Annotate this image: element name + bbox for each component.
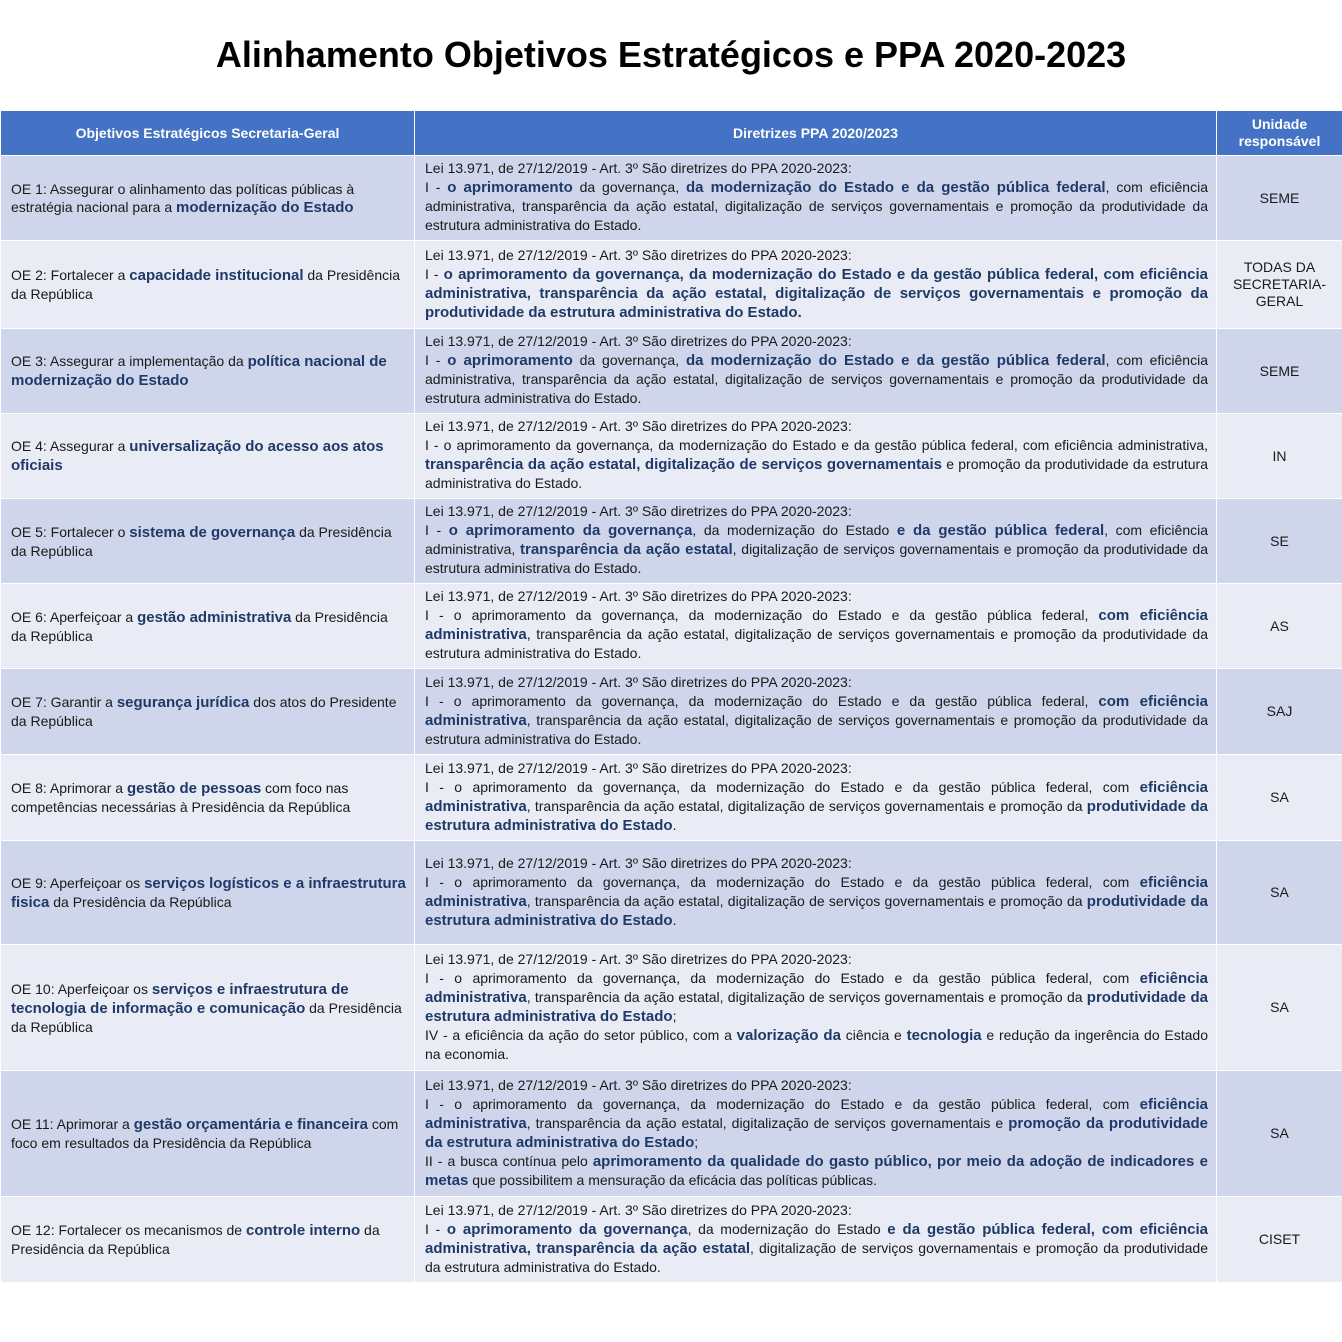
guideline-item — [425, 692, 1208, 749]
text-segment: OE 1: Assegurar o alinhamento das políticas públicas à estratégia nacional para a — [11, 180, 355, 215]
text-segment: II - a busca contínua pelo — [425, 1152, 593, 1169]
law-reference: Lei 13.971, de 27/12/2019 - Art. 3º São diretrizes do PPA 2020-2023: — [425, 759, 852, 776]
table-row — [1, 1071, 1342, 1197]
objective-cell — [1, 241, 415, 329]
unit-cell: SEME — [1217, 329, 1342, 414]
text-segment: e redução da ingerência do Estado na economia. — [425, 1026, 1208, 1062]
highlighted-text: política nacional de modernização do Estado — [11, 353, 387, 389]
text-segment: I - o aprimoramento da governança, da modernização do Estado e da gestão pública federal, com — [425, 873, 1140, 890]
highlighted-text: segurança jurídica — [116, 694, 250, 711]
highlighted-text: com eficiência administrativa — [425, 692, 1208, 729]
law-reference: Lei 13.971, de 27/12/2019 - Art. 3º São diretrizes do PPA 2020-2023: — [425, 673, 852, 690]
objective-cell — [1, 584, 415, 669]
text-segment: OE 2: Fortalecer a — [11, 267, 130, 283]
guideline-item — [425, 778, 1208, 835]
unit-cell: SA — [1217, 755, 1342, 841]
highlighted-text: da modernização do Estado e da gestão pública federal — [685, 179, 1106, 196]
highlighted-text: serviços e infraestrutura de tecnologia de informação e comunicação — [11, 980, 349, 1017]
objective-cell — [1, 841, 415, 945]
guideline-cell — [415, 156, 1217, 241]
table-header-row — [1, 111, 1342, 156]
text-segment: da Presidência da República — [11, 1222, 380, 1257]
table-row — [1, 584, 1342, 669]
highlighted-text: gestão administrativa — [137, 608, 292, 626]
unit-cell: CISET — [1217, 1197, 1342, 1283]
text-segment: . — [672, 816, 677, 833]
unit-cell: AS — [1217, 584, 1342, 669]
guideline-item — [425, 178, 1208, 235]
text-segment: , digitalização de serviços governamentais e promoção da produtividade da estrutura administrativa do Estado. — [425, 541, 1208, 576]
guideline-cell — [415, 755, 1217, 841]
unit-cell: SA — [1217, 1071, 1342, 1197]
highlighted-text: e da gestão pública federal, com eficiência administrativa, transparência da ação estatal — [425, 1220, 1208, 1257]
highlighted-text: valorização da — [736, 1026, 841, 1044]
text-segment: da governança, — [572, 352, 686, 368]
highlighted-text: transparência da ação estatal — [520, 541, 733, 558]
unit-cell: SEME — [1217, 156, 1342, 241]
table-row — [1, 945, 1342, 1071]
law-reference: Lei 13.971, de 27/12/2019 - Art. 3º São diretrizes do PPA 2020-2023: — [425, 588, 852, 604]
highlighted-text: o aprimoramento — [447, 352, 573, 369]
text-segment: , digitalização de serviços governamentais e promoção da produtividade da estrutura administrativa do Estado. — [425, 1239, 1208, 1275]
unit-cell: SAJ — [1217, 669, 1342, 755]
text-segment: OE 3: Assegurar a implementação da — [11, 353, 248, 369]
text-segment: , da modernização do Estado — [692, 522, 897, 538]
table-row — [1, 841, 1342, 945]
guideline-item — [425, 1026, 1208, 1064]
highlighted-text: tecnologia — [906, 1026, 982, 1044]
highlighted-text: eficiência administrativa — [425, 969, 1208, 1006]
table-row — [1, 414, 1342, 499]
guideline-cell — [415, 945, 1217, 1071]
unit-cell: SA — [1217, 945, 1342, 1071]
text-segment: I - o aprimoramento da governança, da modernização do Estado e da gestão pública federal, — [425, 692, 1099, 709]
text-segment: , com eficiência administrativa, transparência da ação estatal, digitalização de serviços governamentais e promoção da produtividade da estrutura administrativa do Estado. — [425, 352, 1208, 406]
guideline-cell — [415, 241, 1217, 329]
text-segment: OE 10: Aperfeiçoar os — [11, 980, 152, 997]
text-segment: , transparência da ação estatal, digitalização de serviços governamentais e promoção da — [526, 797, 1087, 814]
text-segment: e promoção da produtividade da estrutura administrativa do Estado. — [425, 456, 1209, 491]
highlighted-text: modernização do Estado — [176, 198, 354, 216]
text-segment: I - o aprimoramento da governança, da modernização do Estado e da gestão pública federal, com — [425, 1095, 1140, 1112]
guideline-cell — [415, 329, 1217, 414]
text-segment: I - o aprimoramento da governança, da modernização do Estado e da gestão pública federal, — [425, 607, 1099, 623]
text-segment: , transparência da ação estatal, digitalização de serviços governamentais e promoção da produtividade da estrutura administrativa do Estado. — [425, 711, 1208, 747]
unit-cell: SE — [1217, 499, 1342, 584]
highlighted-text: e da gestão pública federal — [896, 522, 1105, 539]
text-segment: ; — [672, 1007, 677, 1024]
text-segment: , transparência da ação estatal, digitalização de serviços governamentais e promoção da — [526, 892, 1087, 909]
text-segment: I - — [425, 522, 449, 538]
text-segment: da Presidência da República — [11, 523, 392, 559]
highlighted-text: capacidade institucional — [129, 267, 304, 284]
table-row — [1, 669, 1342, 755]
highlighted-text: serviços logísticos e a infraestrutura fisica — [11, 874, 406, 911]
alignment-table — [0, 110, 1342, 1283]
text-segment: I - — [425, 265, 444, 282]
text-segment: ciência e — [840, 1026, 907, 1043]
text-segment: OE 8: Aprimorar a — [11, 780, 127, 796]
law-reference: Lei 13.971, de 27/12/2019 - Art. 3º São diretrizes do PPA 2020-2023: — [425, 1201, 852, 1218]
objective-cell — [1, 156, 415, 241]
table-row — [1, 755, 1342, 841]
guideline-cell — [415, 1197, 1217, 1283]
objective-cell — [1, 945, 415, 1071]
highlighted-text: produtividade da estrutura administrativa do Estado — [425, 892, 1209, 929]
law-reference: Lei 13.971, de 27/12/2019 - Art. 3º São diretrizes do PPA 2020-2023: — [425, 333, 852, 349]
text-segment: I - o aprimoramento da governança, da modernização do Estado e da gestão pública federal, com eficiência administrativa, — [425, 437, 1208, 453]
highlighted-text: produtividade da estrutura administrativa do Estado — [425, 797, 1209, 834]
table-row — [1, 241, 1342, 329]
guideline-cell — [415, 841, 1217, 945]
objective-cell — [1, 1071, 415, 1197]
text-segment: da Presidência da República — [49, 893, 232, 910]
text-segment: que possibilitem a mensuração da eficácia das políticas públicas. — [468, 1171, 877, 1188]
page-title: Alinhamento Objetivos Estratégicos e PPA 2020-2023 — [215, 34, 1127, 75]
highlighted-text: o aprimoramento da governança — [446, 1220, 688, 1238]
table-row — [1, 329, 1342, 414]
unit-cell: IN — [1217, 414, 1342, 499]
guideline-item — [425, 436, 1208, 493]
highlighted-text: universalização do acesso aos atos oficiais — [11, 438, 384, 474]
highlighted-text: gestão orçamentária e financeira — [133, 1116, 368, 1133]
text-segment: da governança, — [572, 179, 686, 195]
text-segment: , transparência da ação estatal, digitalização de serviços governamentais e promoção da — [526, 988, 1087, 1005]
text-segment: I - — [425, 352, 448, 368]
text-segment: , com eficiência administrativa, — [425, 522, 1209, 557]
objective-cell — [1, 1197, 415, 1283]
highlighted-text: o aprimoramento da governança — [448, 522, 693, 539]
law-reference: Lei 13.971, de 27/12/2019 - Art. 3º São diretrizes do PPA 2020-2023: — [425, 160, 852, 176]
highlighted-text: transparência da ação estatal, digitalização de serviços governamentais — [425, 456, 942, 473]
highlighted-text: controle interno — [246, 1222, 361, 1239]
highlighted-text: aprimoramento da qualidade do gasto público, por meio da adoção de indicadores e metas — [425, 1152, 1208, 1189]
guideline-cell — [415, 1071, 1217, 1197]
text-segment: da Presidência da República — [11, 999, 402, 1035]
highlighted-text: o aprimoramento da governança, da modernização do Estado e da gestão pública federal, com eficiência administrativa, transparência da ação estatal, digitalização de serviços governamentais e promoção da produtividade da estrutura administrativa do Estado. — [425, 265, 1208, 321]
guideline-item — [425, 606, 1208, 663]
text-segment: OE 5: Fortalecer o — [11, 523, 130, 540]
highlighted-text: gestão de pessoas — [126, 780, 262, 797]
highlighted-text: promoção da produtividade da estrutura administrativa do Estado — [425, 1114, 1208, 1151]
text-segment: , com eficiência administrativa, transparência da ação estatal, digitalização de serviços governamentais e promoção da produtividade da estrutura administrativa do Estado. — [425, 179, 1208, 233]
guideline-item — [425, 1220, 1208, 1277]
text-segment: OE 9: Aperfeiçoar os — [11, 874, 145, 891]
guideline-item — [425, 351, 1208, 408]
law-reference: Lei 13.971, de 27/12/2019 - Art. 3º São diretrizes do PPA 2020-2023: — [425, 854, 852, 871]
guideline-cell — [415, 414, 1217, 499]
highlighted-text: eficiência administrativa — [425, 873, 1208, 910]
text-segment: I - o aprimoramento da governança, da modernização do Estado e da gestão pública federal, com — [425, 969, 1140, 986]
text-segment: IV - a eficiência da ação do setor público, com a — [425, 1026, 737, 1043]
guideline-item — [425, 969, 1208, 1026]
law-reference: Lei 13.971, de 27/12/2019 - Art. 3º São diretrizes do PPA 2020-2023: — [425, 1076, 852, 1093]
text-segment: com foco nas competências necessárias à Presidência da República — [11, 780, 351, 815]
text-segment: OE 4: Assegurar a — [11, 438, 130, 454]
guideline-cell — [415, 584, 1217, 669]
highlighted-text: o aprimoramento — [447, 179, 573, 196]
header-objetivos: Objetivos Estratégicos Secretaria-Geral — [1, 111, 415, 156]
text-segment: da Presidência da República — [11, 267, 401, 302]
header-diretrizes: Diretrizes PPA 2020/2023 — [415, 111, 1217, 156]
highlighted-text: eficiência administrativa — [425, 778, 1208, 815]
objective-cell — [1, 755, 415, 841]
law-reference: Lei 13.971, de 27/12/2019 - Art. 3º São diretrizes do PPA 2020-2023: — [425, 246, 852, 263]
text-segment: . — [672, 911, 677, 928]
objective-cell — [1, 669, 415, 755]
table-row — [1, 156, 1342, 241]
text-segment: I - o aprimoramento da governança, da modernização do Estado e da gestão pública federal, com — [425, 778, 1140, 795]
objective-cell — [1, 329, 415, 414]
guideline-item — [425, 1095, 1208, 1152]
guideline-item — [425, 265, 1208, 322]
table-row — [1, 1197, 1342, 1283]
text-segment: dos atos do Presidente da República — [11, 694, 397, 729]
text-segment: da Presidência da República — [11, 608, 388, 644]
guideline-item — [425, 873, 1208, 930]
text-segment: I - — [425, 179, 448, 195]
highlighted-text: sistema de governança — [129, 523, 296, 541]
highlighted-text: produtividade da estrutura administrativa do Estado — [425, 988, 1209, 1025]
unit-cell: TODAS DA SECRETARIA-GERAL — [1217, 241, 1342, 329]
text-segment: , transparência da ação estatal, digitalização de serviços governamentais e promoção da produtividade da estrutura administrativa do Estado. — [425, 626, 1208, 661]
text-segment: , transparência da ação estatal, digitalização de serviços governamentais e — [526, 1114, 1009, 1131]
law-reference: Lei 13.971, de 27/12/2019 - Art. 3º São diretrizes do PPA 2020-2023: — [425, 503, 852, 519]
guideline-cell — [415, 499, 1217, 584]
text-segment: com foco em resultados da Presidência da República — [11, 1116, 399, 1151]
text-segment: I - — [425, 1220, 447, 1237]
highlighted-text: da modernização do Estado e da gestão pública federal — [685, 352, 1106, 369]
law-reference: Lei 13.971, de 27/12/2019 - Art. 3º São diretrizes do PPA 2020-2023: — [425, 418, 852, 434]
unit-cell: SA — [1217, 841, 1342, 945]
text-segment: OE 7: Garantir a — [11, 694, 117, 710]
law-reference: Lei 13.971, de 27/12/2019 - Art. 3º São diretrizes do PPA 2020-2023: — [425, 950, 852, 967]
objective-cell — [1, 499, 415, 584]
objective-cell — [1, 414, 415, 499]
text-segment: OE 6: Aperfeiçoar a — [11, 608, 138, 625]
highlighted-text: eficiência administrativa — [425, 1095, 1208, 1132]
highlighted-text: com eficiência administrativa — [425, 607, 1208, 643]
text-segment: , da modernização do Estado — [687, 1220, 888, 1237]
text-segment: OE 11: Aprimorar a — [11, 1116, 134, 1132]
guideline-cell — [415, 669, 1217, 755]
table-row — [1, 499, 1342, 584]
guideline-item — [425, 1152, 1208, 1190]
text-segment: ; — [694, 1133, 699, 1150]
header-unidade: Unidade responsável — [1217, 111, 1342, 156]
text-segment: OE 12: Fortalecer os mecanismos de — [11, 1222, 246, 1238]
guideline-item — [425, 521, 1208, 578]
